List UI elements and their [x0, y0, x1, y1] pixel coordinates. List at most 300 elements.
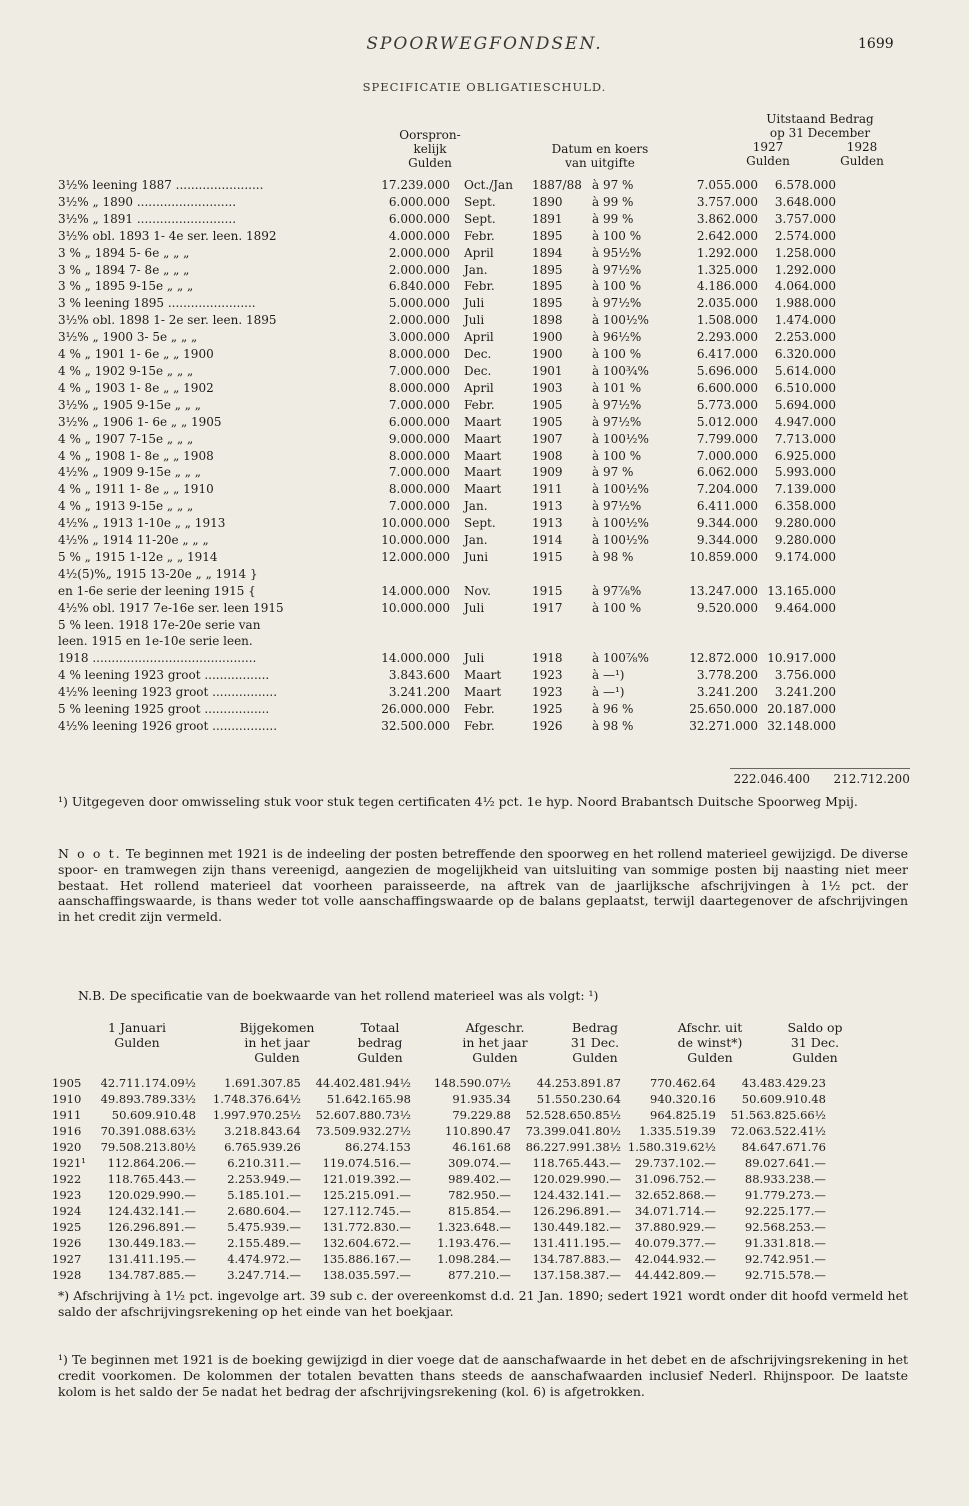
cell-b1928: 3.756.000: [774, 668, 836, 683]
cell-empty: [348, 566, 458, 583]
cell: 5.185.101.—: [227, 1188, 301, 1202]
cell-desc: 3 % leening 1895 .......................: [58, 296, 256, 311]
cell: 112.864.206.—: [107, 1156, 196, 1170]
header-issue-line-2: van uitgifte: [565, 156, 635, 170]
cell-empty: [458, 633, 532, 650]
cell-rate: à 97½%: [592, 414, 642, 429]
cell: 148.590.07½: [433, 1076, 511, 1090]
cell-rate: à —¹): [592, 668, 625, 683]
table-row: [58, 278, 836, 295]
rolling-stock-header-4: [545, 1020, 645, 1065]
cell: 34.071.714.—: [634, 1204, 716, 1218]
cell-b1928: 5.694.000: [774, 397, 836, 412]
cell-desc: 4 % „ 1903 1- 8e „ „ 1902: [58, 380, 214, 395]
cell: 110.890.47: [445, 1124, 511, 1138]
cell-orig: 6.840.000: [388, 279, 450, 294]
table-row: [58, 295, 836, 312]
cell-b1927: 1.325.000: [696, 262, 758, 277]
header-1927-year: 1927: [752, 140, 784, 154]
cell-desc: 4 % leening 1923 groot .................: [58, 668, 270, 683]
table-row: [58, 397, 836, 414]
cell-b1927: 9.344.000: [696, 533, 758, 548]
cell-month: Jan.: [464, 533, 488, 548]
cell-desc: 4 % „ 1902 9-15e „ „ „: [58, 363, 194, 378]
table-row: [58, 532, 836, 549]
cell: 31.096.752.—: [634, 1172, 716, 1186]
cell: 125.215.091.—: [322, 1188, 411, 1202]
cell-month: Sept.: [464, 211, 496, 226]
cell: 46.161.68: [452, 1140, 511, 1154]
cell: 79.508.213.80½: [100, 1140, 196, 1154]
cell: 32.652.868.—: [634, 1188, 716, 1202]
table-row: [58, 701, 836, 718]
header-balance-line-2: op 31 December: [769, 126, 871, 140]
cell: 131.411.195.—: [532, 1236, 621, 1250]
cell-b1927: 10.859.000: [689, 549, 758, 564]
cell-desc: 5 % leening 1925 groot .................: [58, 702, 270, 717]
cell: 1926: [52, 1236, 82, 1250]
cell-rate: à 97 %: [592, 465, 634, 480]
cell: 84.647.671.76: [741, 1140, 826, 1154]
nb-line: N.B. De specificatie van de boekwaarde van het rollend materieel was als volgt: ¹): [78, 988, 599, 1003]
cell: 1.748.376.64½: [212, 1092, 301, 1106]
cell-desc: 4½% leening 1923 groot .................: [58, 685, 278, 700]
rolling-stock-header-0: [82, 1020, 192, 1050]
cell-year: 1895: [532, 228, 563, 243]
cell-rate: à 96½%: [592, 330, 642, 345]
cell-month: Febr.: [464, 719, 495, 733]
cell-desc: 3½% „ 1905 9-15e „ „ „: [58, 397, 202, 412]
cell: 815.854.—: [448, 1204, 511, 1218]
cell-orig: 14.000.000: [381, 583, 450, 598]
cell-b1928: 1.474.000: [774, 313, 836, 328]
cell: 1927: [52, 1252, 82, 1266]
cell-year: 1914: [532, 533, 563, 548]
cell-b1928: 7.713.000: [774, 431, 836, 446]
cell: 3.218.843.64: [224, 1124, 301, 1138]
cell-year: 1917: [532, 600, 563, 615]
cell-b1928: 13.165.000: [767, 583, 836, 598]
cell: 51.550.230.64: [536, 1092, 621, 1106]
cell-rate: à 100½%: [592, 431, 649, 446]
header-balance: [730, 112, 910, 140]
table-row: [52, 1203, 826, 1219]
cell-b1928: 4.064.000: [774, 279, 836, 294]
cell: 118.765.443.—: [107, 1172, 196, 1186]
cell: 2.680.604.—: [227, 1204, 301, 1218]
cell-b1927: 13.247.000: [689, 583, 758, 598]
header-line: Gulden: [687, 1050, 733, 1065]
table-row: [58, 667, 836, 684]
cell-rate: à 100 %: [592, 228, 642, 243]
cell-year: 1905: [532, 414, 563, 429]
cell: 70.391.088.63½: [100, 1124, 196, 1138]
cell: 124.432.141.—: [107, 1204, 196, 1218]
cell-year: 1887/88: [532, 178, 582, 192]
cell-desc: 3½% „ 1891 ..........................: [58, 211, 237, 226]
table-row: [52, 1267, 826, 1283]
cell-orig: 5.000.000: [388, 296, 450, 311]
cell-orig: 2.000.000: [388, 313, 450, 328]
header-line: Afgeschr.: [465, 1020, 525, 1035]
cell: 72.063.522.41½: [730, 1124, 826, 1138]
cell-b1927: 9.344.000: [696, 516, 758, 531]
cell-rate: à 100 %: [592, 347, 642, 362]
cell-desc: 4 % „ 1901 1- 6e „ „ 1900: [58, 347, 214, 362]
header-1927-unit: Gulden: [746, 154, 790, 168]
cell: 135.886.167.—: [322, 1252, 411, 1266]
cell-orig: 8.000.000: [388, 448, 450, 463]
cell: 73.399.041.80½: [525, 1124, 621, 1138]
table-row: [58, 431, 836, 448]
cell-year: 1891: [532, 211, 563, 226]
cell-b1928: 10.917.000: [767, 651, 836, 666]
cell: 132.604.672.—: [322, 1236, 411, 1250]
cell-b1927: 12.872.000: [689, 651, 758, 666]
cell-empty: [592, 566, 666, 583]
rolling-stock-header-2: [330, 1020, 430, 1065]
table-row: [58, 329, 836, 346]
cell-b1928: 7.139.000: [774, 482, 836, 497]
cell: 989.402.—: [448, 1172, 511, 1186]
header-line: Gulden: [792, 1050, 838, 1065]
cell-month: Juli: [464, 600, 485, 615]
cell: 1924: [52, 1204, 82, 1218]
cell-desc: 4 % „ 1913 9-15e „ „ „: [58, 499, 194, 514]
cell-b1928: 9.280.000: [774, 533, 836, 548]
cell-b1928: 6.510.000: [774, 380, 836, 395]
cell: 91.935.34: [452, 1092, 511, 1106]
cell: 877.210.—: [448, 1268, 511, 1282]
cell: 52.607.880.73½: [315, 1108, 411, 1122]
cell-orig: 7.000.000: [388, 397, 450, 412]
cell-desc: 5 % „ 1915 1-12e „ „ 1914: [58, 549, 218, 564]
cell: 1905: [52, 1076, 82, 1090]
rolling-stock-header-1: [222, 1020, 332, 1065]
table-row: [58, 633, 836, 650]
cell-b1927: 5.773.000: [696, 397, 758, 412]
cell-b1928: 1.292.000: [774, 262, 836, 277]
cell: 119.074.516.—: [322, 1156, 411, 1170]
cell-b1927: 2.642.000: [696, 228, 758, 243]
cell-orig: 17.239.000: [381, 178, 450, 192]
cell: 92.742.951.—: [744, 1252, 826, 1266]
cell-b1928: 5.993.000: [774, 465, 836, 480]
cell-desc: 4½% „ 1913 1-10e „ „ 1913: [58, 516, 226, 531]
cell-year: 1894: [532, 245, 563, 260]
cell-year: 1890: [532, 194, 563, 209]
cell-empty: [348, 633, 458, 650]
cell-desc: 4 % „ 1911 1- 8e „ „ 1910: [58, 482, 214, 497]
cell: 91.331.818.—: [744, 1236, 826, 1250]
cell-month: Sept.: [464, 516, 496, 531]
cell: 138.035.597.—: [322, 1268, 411, 1282]
cell-orig: 10.000.000: [381, 533, 450, 548]
cell-year: 1898: [532, 313, 563, 328]
cell-month: Febr.: [464, 228, 495, 243]
rolling-stock-table: [52, 1075, 826, 1283]
cell-desc: 3½% „ 1900 3- 5e „ „ „: [58, 330, 198, 345]
cell-desc: 3½% „ 1906 1- 6e „ „ 1905: [58, 414, 222, 429]
section-title: SPECIFICATIE OBLIGATIESCHULD.: [362, 80, 607, 94]
cell-empty: [666, 617, 758, 634]
cell-b1927: 3.241.200: [696, 685, 758, 700]
header-line: in het jaar: [462, 1035, 528, 1050]
cell-month: Jan.: [464, 499, 488, 514]
cell: 43.483.429.23: [741, 1076, 826, 1090]
cell-desc: 4 % „ 1907 7-15e „ „ „: [58, 431, 194, 446]
cell-b1927: 6.062.000: [696, 465, 758, 480]
cell: 134.787.883.—: [532, 1252, 621, 1266]
cell-empty: [348, 617, 458, 634]
cell-rate: à 100 %: [592, 600, 642, 615]
cell-month: Juli: [464, 651, 485, 666]
header-original-amount: [380, 128, 480, 170]
header-line: bedrag: [357, 1035, 403, 1050]
cell-b1927: 2.293.000: [696, 330, 758, 345]
cell-orig: 7.000.000: [388, 499, 450, 514]
table-row: [52, 1091, 826, 1107]
cell-orig: 12.000.000: [381, 549, 450, 564]
cell: 92.715.578.—: [744, 1268, 826, 1282]
cell-b1928: 5.614.000: [774, 363, 836, 378]
cell-month: April: [464, 245, 494, 260]
cell-rate: à 100½%: [592, 516, 649, 531]
table-row: [52, 1123, 826, 1139]
cell: 1911: [52, 1108, 82, 1122]
cell-empty: [532, 617, 592, 634]
cell-month: Maart: [464, 448, 502, 463]
cell-year: 1911: [532, 482, 563, 497]
cell: 73.509.932.27½: [315, 1124, 411, 1138]
cell: 89.027.641.—: [744, 1156, 826, 1170]
cell-orig: 3.843.600: [388, 668, 450, 683]
cell-month: Maart: [464, 685, 502, 700]
cell-desc: 1918 ...........................................: [58, 651, 257, 666]
cell-empty: [532, 566, 592, 583]
cell: 1928: [52, 1268, 82, 1282]
cell-year: 1926: [532, 719, 563, 733]
cell: 130.449.182.—: [532, 1220, 621, 1234]
table-row: [58, 194, 836, 211]
cell-rate: à 100½%: [592, 533, 649, 548]
total-rule: [730, 768, 910, 769]
totals-row: [710, 772, 910, 786]
header-1927: [722, 140, 814, 168]
cell: 92.225.177.—: [744, 1204, 826, 1218]
cell-rate: à 99 %: [592, 194, 634, 209]
cell-b1928: 6.358.000: [774, 499, 836, 514]
cell: 1.997.970.25½: [212, 1108, 301, 1122]
header-line: 31 Dec.: [570, 1035, 620, 1050]
cell-desc: 4½(5)%„ 1915 13-20e „ „ 1914 }: [58, 566, 258, 581]
header-issue-line-1: Datum en koers: [551, 142, 649, 156]
header-line: Gulden: [572, 1050, 618, 1065]
rolling-stock-header-5: [655, 1020, 765, 1065]
cell: 1916: [52, 1124, 82, 1138]
cell-desc: 3½% „ 1890 ..........................: [58, 194, 237, 209]
table-row: [52, 1107, 826, 1123]
cell: 770.462.64: [650, 1076, 716, 1090]
cell: 40.079.377.—: [634, 1236, 716, 1250]
header-original-line-2: kelijk: [413, 142, 447, 156]
table-row: [52, 1219, 826, 1235]
rolling-stock-table-body: [52, 1075, 826, 1283]
table-row: [58, 312, 836, 329]
table-row: [58, 515, 836, 532]
cell: 6.765.939.26: [224, 1140, 301, 1154]
cell-b1928: 6.578.000: [774, 178, 836, 192]
cell-month: Jan.: [464, 262, 488, 277]
cell-month: Juli: [464, 313, 485, 328]
cell-year: 1908: [532, 448, 563, 463]
footnote-two: ¹) Te beginnen met 1921 is de boeking gewijzigd in dier voege dat de aanschafwaarde in het debet en de afschrijvingsrekening in het credit voorkomen. De kolommen der totalen bevatten thans steeds de aanschafwaarden inclusief Nederl. Rhijnspoor. De laatste kolom is het saldo der 5e nadat het bedrag der afschrijvingsrekening (kol. 6) is afgetrokken.: [58, 1352, 908, 1399]
table-row: [58, 177, 836, 194]
cell-rate: à 98 %: [592, 549, 634, 564]
cell-year: 1900: [532, 330, 563, 345]
cell-desc: 4 % „ 1908 1- 8e „ „ 1908: [58, 448, 214, 463]
cell-year: 1905: [532, 397, 563, 412]
rolling-stock-header-3: [440, 1020, 550, 1065]
cell: 88.933.238.—: [744, 1172, 826, 1186]
bond-debt-table: [58, 177, 836, 735]
page-number: 1699: [858, 36, 894, 52]
header-line: in het jaar: [244, 1035, 310, 1050]
cell-b1927: 3.757.000: [696, 194, 758, 209]
total-1928: 212.712.200: [833, 772, 910, 786]
cell-empty: [458, 617, 532, 634]
header-1928-unit: Gulden: [840, 154, 884, 168]
table-row: [58, 346, 836, 363]
cell-year: 1903: [532, 380, 563, 395]
table-row: [58, 583, 836, 600]
cell-b1928: 6.320.000: [774, 347, 836, 362]
header-balance-line-1: Uitstaand Bedrag: [766, 112, 874, 126]
cell-b1928: 9.280.000: [774, 516, 836, 531]
cell-orig: 9.000.000: [388, 431, 450, 446]
cell: 124.432.141.—: [532, 1188, 621, 1202]
cell-orig: 7.000.000: [388, 363, 450, 378]
cell: 120.029.990.—: [107, 1188, 196, 1202]
cell-orig: 6.000.000: [388, 414, 450, 429]
cell: 5.475.939.—: [227, 1220, 301, 1234]
cell: 6.210.311.—: [227, 1156, 301, 1170]
cell: 1921¹: [52, 1156, 86, 1170]
bond-debt-table-body: [58, 177, 836, 735]
cell-b1927: 7.204.000: [696, 482, 758, 497]
cell-b1927: 3.778.200: [696, 668, 758, 683]
header-line: de winst*): [677, 1035, 743, 1050]
cell-desc: 4½% obl. 1917 7e-16e ser. leen 1915: [58, 600, 284, 615]
cell: 1.193.476.—: [437, 1236, 511, 1250]
cell: 1.335.519.39: [639, 1124, 716, 1138]
cell-desc: en 1-6e serie der leening 1915 {: [58, 583, 256, 598]
cell: 52.528.650.85½: [525, 1108, 621, 1122]
cell-b1928: 2.253.000: [774, 330, 836, 345]
cell-desc: 3 % „ 1895 9-15e „ „ „: [58, 279, 194, 294]
cell-empty: [758, 633, 836, 650]
cell-b1927: 6.411.000: [696, 499, 758, 514]
table-row: [58, 600, 836, 617]
table-row: [52, 1235, 826, 1251]
cell-b1928: 2.574.000: [774, 228, 836, 243]
cell-year: 1909: [532, 465, 563, 480]
cell-b1927: 5.012.000: [696, 414, 758, 429]
cell-month: Oct./Jan: [464, 178, 513, 192]
cell-desc: 3½% obl. 1893 1- 4e ser. leen. 1892: [58, 228, 277, 243]
table-row: [58, 684, 836, 701]
cell: 79.229.88: [452, 1108, 511, 1122]
header-line: Bedrag: [571, 1020, 618, 1035]
cell: 86.274.153: [345, 1140, 411, 1154]
cell: 1.691.307.85: [224, 1076, 301, 1090]
cell-desc: 5 % leen. 1918 17e-20e serie van: [58, 617, 261, 632]
cell: 44.253.891.87: [536, 1076, 621, 1090]
table-row: [52, 1155, 826, 1171]
cell-empty: [666, 566, 758, 583]
cell-rate: à 101 %: [592, 380, 642, 395]
cell: 137.158.387.—: [532, 1268, 621, 1282]
cell: 50.609.910.48: [111, 1108, 196, 1122]
cell-orig: 8.000.000: [388, 380, 450, 395]
cell-b1928: 3.241.200: [774, 685, 836, 700]
header-issue: [500, 142, 700, 170]
cell: 50.609.910.48: [741, 1092, 826, 1106]
total-1927: 222.046.400: [733, 772, 810, 786]
cell-empty: [666, 633, 758, 650]
cell-month: Febr.: [464, 279, 495, 294]
cell-year: 1925: [532, 702, 563, 717]
cell-month: April: [464, 380, 494, 395]
cell-b1927: 9.520.000: [696, 600, 758, 615]
cell: 1922: [52, 1172, 82, 1186]
cell: 1.580.319.62½: [627, 1140, 716, 1154]
table-row: [52, 1139, 826, 1155]
cell-year: 1918: [532, 651, 563, 666]
cell: 126.296.891.—: [107, 1220, 196, 1234]
cell-rate: à 100½%: [592, 482, 649, 497]
cell-b1928: 32.148.000: [767, 719, 836, 733]
cell: 2.155.489.—: [227, 1236, 301, 1250]
cell-b1927: 7.000.000: [696, 448, 758, 463]
table-row: [58, 650, 836, 667]
header-original-line-1: Oorspron-: [399, 128, 461, 142]
cell: 4.474.972.—: [227, 1252, 301, 1266]
cell-orig: 4.000.000: [388, 228, 450, 243]
cell: 1923: [52, 1188, 82, 1202]
cell: 121.019.392.—: [322, 1172, 411, 1186]
cell-b1928: 1.988.000: [774, 296, 836, 311]
table-row: [58, 718, 836, 735]
cell-desc: 3½% obl. 1898 1- 2e ser. leen. 1895: [58, 313, 277, 328]
cell-desc: leen. 1915 en 1e-10e serie leen.: [58, 634, 253, 649]
cell-month: Sept.: [464, 194, 496, 209]
cell-rate: à 98 %: [592, 719, 634, 733]
cell-empty: [758, 566, 836, 583]
cell-rate: à 100 %: [592, 279, 642, 294]
cell: 120.029.990.—: [532, 1172, 621, 1186]
cell-b1927: 4.186.000: [696, 279, 758, 294]
table-row: [52, 1171, 826, 1187]
cell-empty: [758, 617, 836, 634]
cell-b1928: 4.947.000: [774, 414, 836, 429]
header-line: Gulden: [114, 1035, 160, 1050]
cell-year: 1895: [532, 262, 563, 277]
cell-month: Dec.: [464, 363, 492, 378]
table-row: [58, 211, 836, 228]
cell-b1928: 1.258.000: [774, 245, 836, 260]
table-row: [52, 1075, 826, 1091]
